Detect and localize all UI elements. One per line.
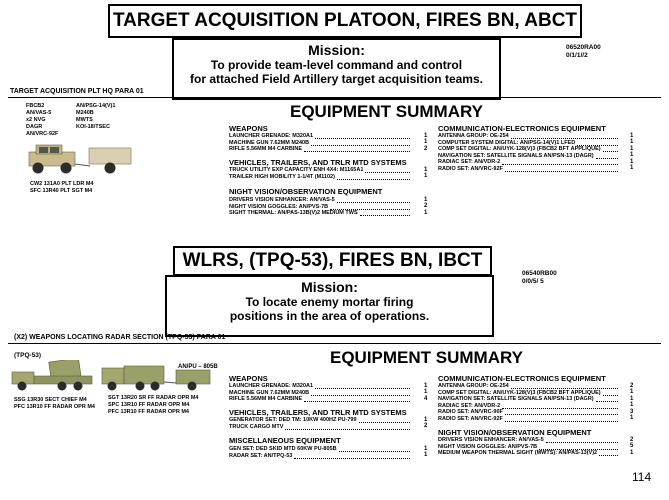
- equipment-qty: 1: [424, 139, 428, 145]
- equipment-qty: 1: [424, 132, 428, 139]
- equipment-qty: 1: [424, 445, 428, 452]
- dotted-leader: [304, 401, 410, 402]
- top-vehicles-heading: VEHICLES, TRAILERS, AND TRLR MTD SYSTEMS: [229, 158, 407, 167]
- crew-caption: SSG 13R30 SECT CHIEF M4: [14, 397, 87, 403]
- dotted-leader: [511, 138, 618, 139]
- equipment-name: RADIO SET: AN/VRC-90F: [438, 409, 503, 415]
- top-divider: [8, 97, 661, 98]
- dotted-leader: [539, 449, 618, 450]
- equipment-name: NIGHT VISION GOGGLES: AN/PVS-7B: [438, 443, 538, 450]
- equipment-qty: 1: [630, 395, 634, 402]
- top-code-line1: 06520RA00: [566, 44, 601, 51]
- equipment-qty: 2: [424, 423, 428, 429]
- bottom-unit-code: [522, 270, 557, 286]
- bottom-weapons-heading: WEAPONS: [229, 374, 268, 383]
- equipment-qty: 5: [630, 443, 634, 449]
- equipment-name: NAVIGATION SET: SATELLITE SIGNALS AN/PSN-13 (DAGR): [438, 396, 594, 402]
- dotted-leader: [505, 171, 618, 172]
- bottom-comms-heading: COMMUNICATION-ELECTRONICS EQUIPMENT: [438, 374, 606, 383]
- top-unit-code: [566, 44, 601, 60]
- equip-item: AN/VRC-92F: [26, 131, 59, 137]
- equipment-row: [229, 174, 335, 180]
- equipment-row: [438, 140, 575, 146]
- top-weapons-heading: WEAPONS: [229, 124, 268, 133]
- equipment-row: [229, 140, 309, 146]
- equipment-name: LAUNCHER GRENADE: M320A1: [229, 133, 314, 139]
- top-title-text: TARGET ACQUISITION PLATOON, FIRES BN, ABCT: [112, 10, 578, 31]
- bottom-mission-line1: To locate enemy mortar firing: [245, 295, 414, 309]
- equipment-qty: 1: [630, 145, 634, 152]
- bottom-code-line1: 06540RB00: [522, 270, 557, 277]
- dotted-leader: [311, 145, 410, 146]
- equipment-name: RADIO SET: AN/VRC-92F: [438, 165, 503, 172]
- top-para-label: TARGET ACQUISITION PLT HQ PARA 01: [10, 88, 144, 95]
- bottom-para-label: (X2) WEAPONS LOCATING RADAR SECTION (TPQ-53) PARA 01: [14, 334, 226, 341]
- equipment-qty: 1: [424, 452, 428, 458]
- bottom-title: [173, 246, 492, 276]
- equipment-row: [438, 416, 503, 422]
- equipment-row: [438, 444, 537, 450]
- dotted-leader: [360, 215, 410, 216]
- equipment-qty: 2: [630, 382, 634, 389]
- equipment-name: NIGHT VISION GOGGLES: AN/PVS-7B: [229, 203, 329, 210]
- dotted-leader: [337, 202, 410, 203]
- equipment-qty: 2: [424, 203, 428, 209]
- bottom-code-line2: 0/0/5/ 5: [522, 278, 544, 285]
- equipment-qty: 4: [424, 395, 428, 402]
- equip-item: M240B: [76, 110, 94, 116]
- equipment-name: DRIVERS VISION ENHANCER: AN/VAS-5: [438, 437, 544, 443]
- equipment-row: [229, 417, 357, 423]
- equipment-name: GENERATOR SET: DED TM: 10KW 400HZ PU-799: [229, 417, 357, 423]
- equipment-row: [438, 409, 503, 415]
- dotted-leader: [315, 138, 410, 139]
- dotted-leader: [511, 388, 618, 389]
- equipment-row: [438, 437, 544, 443]
- equipment-row: [229, 210, 358, 216]
- equipment-row: [229, 197, 335, 203]
- equipment-name: RIFLE 5.56MM M4 CARBINE: [229, 146, 303, 152]
- dotted-leader: [546, 442, 618, 443]
- radar-label: (TPQ-53): [14, 352, 42, 359]
- equipment-row: [229, 383, 313, 389]
- equipment-name: RADIO SET: AN/VRC-92F: [438, 415, 503, 422]
- equipment-name: TRAILER HIGH MOBILITY 1-1/4T (M1102): [229, 173, 335, 180]
- page-number: 114: [632, 470, 652, 484]
- equipment-row: [438, 153, 594, 159]
- equipment-name: MACHINE GUN 7.62MM M240B: [229, 139, 310, 146]
- equipment-name: GEN SET: DED SKID MTD 60KW PU-805B: [229, 446, 337, 452]
- equipment-qty: 1: [424, 416, 428, 423]
- bottom-mission-heading: Mission:: [301, 279, 358, 295]
- equipment-qty: 1: [630, 402, 634, 408]
- equipment-row: [229, 453, 292, 459]
- radar-truck-image: [10, 360, 96, 392]
- equipment-name: MEDIUM WEAPON THERMAL SIGHT (MWTS): AN/PAS-13(V)2: [438, 450, 598, 456]
- dotted-leader: [359, 422, 410, 423]
- top-mission-heading: Mission:: [308, 42, 365, 58]
- top-equipment-summary-title: EQUIPMENT SUMMARY: [290, 102, 483, 121]
- equipment-name: COMPUTER SYSTEM DIGITAL: AN/PSG-14(V)1 LFED: [438, 139, 576, 146]
- equipment-qty: 2: [424, 145, 428, 152]
- equip-item: x2 NVG: [26, 117, 46, 123]
- bottom-caption-right: [108, 395, 198, 416]
- equipment-row: [229, 390, 309, 396]
- crew-caption: CW2 131A0 PLT LDR M4: [30, 181, 94, 187]
- equipment-qty: 1: [630, 132, 634, 139]
- equipment-name: LAUNCHER GRENADE: M320A1: [229, 383, 314, 389]
- equipment-row: [438, 166, 503, 172]
- equipment-qty: 1: [630, 165, 634, 171]
- equipment-row: [438, 390, 601, 396]
- equipment-row: [438, 159, 500, 165]
- equipment-qty: 1: [424, 209, 428, 216]
- dotted-leader: [577, 145, 618, 146]
- bottom-vehicles-heading: VEHICLES, TRAILERS, AND TRLR MTD SYSTEMS: [229, 408, 407, 417]
- dotted-leader: [596, 158, 618, 159]
- equipment-row: [229, 396, 302, 402]
- equipment-name: SIGHT THERMAL: AN/PAS-13B(V)2 MEDIUM TWS: [229, 210, 358, 216]
- equipment-name: TRUCK UTILITY EXP CAPACITY ENH 4X4: M1165A1: [229, 167, 364, 173]
- equip-item: MWTS: [76, 117, 93, 123]
- top-comms-heading: COMMUNICATION-ELECTRONICS EQUIPMENT: [438, 124, 606, 133]
- equipment-name: DRIVERS VISION ENHANCER: AN/VAS-5: [229, 197, 335, 203]
- crew-caption: SGT 13R20 SR FF RADAR OPR M4: [108, 395, 199, 401]
- equipment-qty: 2: [630, 436, 634, 443]
- equipment-qty: 1: [630, 389, 634, 395]
- equipment-qty: 1: [630, 158, 634, 165]
- dotted-leader: [603, 151, 618, 152]
- equipment-qty: 1: [424, 389, 428, 395]
- equipment-name: MACHINE GUN 7.62MM M240B: [229, 389, 310, 396]
- dotted-leader: [365, 172, 410, 173]
- top-equip-list-left: [26, 103, 58, 138]
- crew-caption: PFC 13R10 FF RADAR OPR M4: [108, 409, 189, 415]
- top-mission-line2: for attached Field Artillery target acquisition teams.: [190, 72, 483, 86]
- equip-item: FBCB2: [26, 103, 45, 109]
- equipment-row: [229, 424, 283, 430]
- equipment-row: [438, 450, 597, 456]
- bottom-nv-heading: NIGHT VISION/OBSERVATION EQUIPMENT: [438, 428, 592, 437]
- dotted-leader: [339, 451, 410, 452]
- equipment-name: ANTENNA GROUP: OE-254: [438, 383, 509, 389]
- equipment-qty: 1: [630, 152, 634, 158]
- crew-caption: SFC 13R40 PLT SGT M4: [30, 188, 93, 194]
- bottom-divider: [8, 343, 661, 344]
- equipment-row: [438, 133, 509, 139]
- equipment-name: RADAR SET: AN/TPQ-53: [229, 452, 293, 459]
- equipment-row: [438, 146, 601, 152]
- equip-item: DAGR: [26, 124, 43, 130]
- equipment-name: RADIAC SET: AN/VDR-2: [438, 402, 501, 409]
- dotted-leader: [505, 421, 618, 422]
- equipment-name: TRUCK CARGO MTV: [229, 423, 284, 430]
- equipment-row: [229, 446, 337, 452]
- crew-caption: SPC 13R10 FF RADAR OPR M4: [108, 402, 190, 408]
- dotted-leader: [502, 408, 618, 409]
- top-title: [108, 4, 582, 38]
- equipment-qty: 1: [630, 449, 634, 456]
- equipment-name: ANTENNA GROUP: OE-254: [438, 133, 509, 139]
- dotted-leader: [330, 209, 410, 210]
- bottom-title-text: WLRS, (TPQ-53), FIRES BN, IBCT: [182, 250, 483, 271]
- top-equip-list-right: [76, 103, 115, 131]
- equipment-qty: 3: [630, 408, 634, 415]
- top-mission-line1: To provide team-level command and control: [210, 58, 463, 72]
- dotted-leader: [294, 458, 410, 459]
- equipment-name: NAVIGATION SET: SATELLITE SIGNALS AN/PSN-13 (DAGR): [438, 152, 594, 159]
- top-vehicle-caption: [30, 181, 93, 195]
- bottom-misc-heading: MISCELLANEOUS EQUIPMENT: [229, 436, 341, 445]
- dotted-leader: [603, 395, 618, 396]
- equipment-qty: 1: [424, 173, 428, 179]
- cargo-truck-generator-image: [100, 362, 216, 392]
- equip-item: AN/VAS-5: [26, 110, 52, 116]
- equipment-name: RIFLE 5.56MM M4 CARBINE: [229, 396, 303, 402]
- equip-item: AN/PSG-14(V)1: [76, 103, 116, 109]
- top-code-line2: 0/1/1//2: [566, 52, 588, 59]
- equipment-qty: 1: [630, 415, 634, 421]
- equipment-row: [229, 204, 328, 210]
- dotted-leader: [311, 395, 410, 396]
- dotted-leader: [304, 151, 410, 152]
- hmmwv-with-trailer-image: [26, 142, 136, 180]
- bottom-mission-line2: positions in the area of operations.: [229, 309, 430, 323]
- equipment-name: RADIAC SET: AN/VDR-2: [438, 159, 501, 165]
- dotted-leader: [337, 179, 410, 180]
- dotted-leader: [285, 429, 410, 430]
- dotted-leader: [596, 401, 618, 402]
- dotted-leader: [505, 414, 618, 415]
- top-mission-box: [172, 38, 501, 100]
- equipment-row: [229, 133, 313, 139]
- dotted-leader: [599, 455, 618, 456]
- equip-item: KOI-18/TSEC: [76, 124, 110, 130]
- equipment-row: [438, 383, 509, 389]
- bottom-caption-left: [14, 397, 95, 411]
- crew-caption: PFC 13R10 FF RADAR OPR M4: [14, 404, 95, 410]
- equipment-qty: 1: [424, 382, 428, 389]
- equipment-qty: 1: [630, 139, 634, 145]
- equipment-qty: 1: [424, 196, 428, 203]
- equipment-row: [438, 403, 500, 409]
- dotted-leader: [502, 164, 618, 165]
- equipment-row: [229, 146, 302, 152]
- equipment-qty: 1: [424, 166, 428, 173]
- bottom-mission-box: [165, 275, 494, 337]
- equipment-name: COMP SET DIGITAL: AN/UYK-128(V)3 (FBCB2 BFT APPLIQUE): [438, 389, 601, 396]
- generator-label: AN/PU – 805B: [178, 364, 218, 370]
- dotted-leader: [315, 388, 410, 389]
- equipment-row: [229, 167, 363, 173]
- equipment-row: [438, 396, 594, 402]
- top-nv-heading: NIGHT VISION/OBSERVATION EQUIPMENT: [229, 187, 383, 196]
- bottom-equipment-summary-title: EQUIPMENT SUMMARY: [330, 348, 523, 367]
- equipment-name: COMP SET DIGITAL: AN/UYK-128(V)3 (FBCB2 BFT APPLIQUE): [438, 146, 601, 152]
